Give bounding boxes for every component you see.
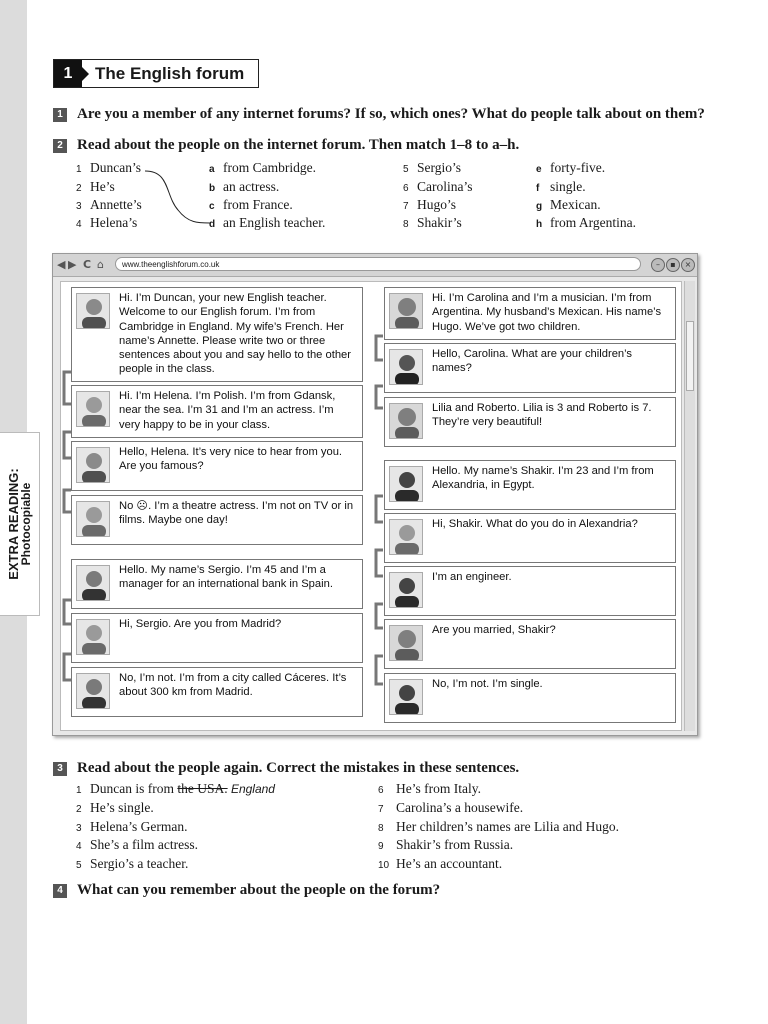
forum-post	[384, 287, 676, 340]
question-2	[53, 137, 519, 154]
question-number: 1	[53, 108, 67, 122]
post-text: No, I’m not. I’m from a city called Cáceres. It’s about 300 km from Madrid.	[119, 672, 347, 699]
reload-icon[interactable]: C	[83, 258, 92, 271]
question-3	[53, 760, 519, 777]
forum-post	[384, 566, 676, 616]
struck-text: the USA.	[177, 781, 228, 796]
match-right-item: g Mexican.	[536, 197, 601, 212]
question-1	[53, 106, 705, 123]
forum-post	[71, 667, 363, 717]
match-left-item: 1 Duncan’s	[76, 160, 141, 175]
post-text: No, I’m not. I’m single.	[432, 678, 543, 690]
avatar	[389, 349, 423, 385]
match-right-item: c from France.	[209, 197, 293, 212]
avatar	[389, 625, 423, 661]
print-icon[interactable]: ▪	[666, 258, 680, 272]
avatar	[389, 679, 423, 715]
forum-post	[71, 441, 363, 491]
match-left-item: 2 He’s	[76, 179, 115, 194]
section-title	[53, 59, 259, 88]
match-right-item: b an actress.	[209, 179, 280, 194]
question-text: Read about the people again. Correct the mistakes in these sentences.	[77, 760, 520, 776]
question-number: 2	[53, 139, 67, 153]
avatar	[389, 403, 423, 439]
post-text: Hi, Sergio. Are you from Madrid?	[119, 618, 282, 630]
post-text: No ☹. I’m a theatre actress. I’m not on TV or in films. Maybe one day!	[119, 500, 354, 527]
forward-icon[interactable]: ▶	[68, 258, 77, 271]
post-text: Hi. I’m Carolina and I’m a musician. I’m from Argentina. My husband’s Mexican. His name’s Hugo. We’ve got two children.	[432, 292, 662, 333]
url-bar[interactable]: www.theenglishforum.co.uk	[115, 257, 641, 271]
question-number: 3	[53, 762, 67, 776]
correction-item: 7 Carolina’s a housewife.	[378, 800, 524, 815]
match-right-item: f single.	[536, 179, 586, 194]
example-answer: England	[227, 782, 275, 796]
post-text: Hello, Helena. It’s very nice to hear from you. Are you famous?	[119, 446, 343, 473]
post-text: Hi. I’m Helena. I’m Polish. I’m from Gdansk, near the sea. I’m 31 and I’m an actress. I’m very happy to be in your class.	[119, 390, 336, 431]
avatar	[389, 572, 423, 608]
avatar	[389, 293, 423, 329]
correction-item: 5 Sergio’s a teacher.	[76, 856, 189, 871]
avatar	[76, 501, 110, 537]
question-text: Read about the people on the internet forum. Then match 1–8 to a–h.	[77, 137, 520, 153]
side-tab-line2: Photocopiable	[19, 482, 33, 566]
avatar	[76, 673, 110, 709]
post-text: I’m an engineer.	[432, 571, 512, 583]
post-text: Hi. I’m Duncan, your new English teacher. Welcome to our English forum. I’m from Cambridge in England. My wife’s French. Her name’s Annette. Please write two or three sentences about you and say hello to the other people in the class.	[119, 292, 351, 376]
forum-post	[71, 495, 363, 545]
correction-item: 9 Shakir’s from Russia.	[378, 837, 514, 852]
forum-post	[384, 513, 676, 563]
forum-post	[384, 343, 676, 393]
question-number: 4	[53, 884, 67, 898]
forum-post	[71, 385, 363, 438]
match-right-item: e forty-five.	[536, 160, 606, 175]
post-text: Lilia and Roberto. Lilia is 3 and Roberto is 7. They’re very beautiful!	[432, 402, 652, 429]
section-number: 1	[54, 60, 82, 87]
forum-post	[71, 613, 363, 663]
avatar	[76, 391, 110, 427]
match-left-item: 5 Sergio’s	[403, 160, 462, 175]
match-left-item: 7 Hugo’s	[403, 197, 457, 212]
back-icon[interactable]: ◀	[57, 258, 66, 271]
search-icon[interactable]: –	[651, 258, 665, 272]
side-tab-line1: EXTRA READING:	[6, 468, 21, 580]
scrollbar-thumb[interactable]	[686, 321, 694, 391]
post-text: Hi, Shakir. What do you do in Alexandria?	[432, 518, 638, 530]
avatar	[389, 519, 423, 555]
page-title: The English forum	[95, 63, 245, 83]
correction-item: 1 Duncan is from the USA. England	[76, 781, 275, 796]
avatar	[76, 447, 110, 483]
post-text: Hello. My name’s Sergio. I’m 45 and I’m a manager for an international bank in Spain.	[119, 564, 333, 591]
match-right-item: a from Cambridge.	[209, 160, 316, 175]
correction-item: 8 Her children’s names are Lilia and Hugo.	[378, 819, 620, 834]
avatar	[76, 619, 110, 655]
forum-post	[384, 397, 676, 447]
correction-item: 10 He’s an accountant.	[378, 856, 503, 871]
forum-post	[384, 673, 676, 723]
browser-toolbar	[53, 254, 697, 277]
question-text: What can you remember about the people on the forum?	[77, 882, 441, 898]
side-tab-label	[7, 468, 33, 579]
scrollbar[interactable]	[684, 281, 695, 731]
forum-post	[71, 559, 363, 609]
match-right-item: d an English teacher.	[209, 215, 326, 230]
avatar	[389, 466, 423, 502]
correction-item: 3 Helena’s German.	[76, 819, 188, 834]
match-left-item: 3 Annette’s	[76, 197, 142, 212]
correction-item: 2 He’s single.	[76, 800, 154, 815]
match-left-item: 6 Carolina’s	[403, 179, 473, 194]
forum-post	[384, 619, 676, 669]
correction-item: 4 She’s a film actress.	[76, 837, 198, 852]
match-right-item: h from Argentina.	[536, 215, 636, 230]
forum-post	[71, 287, 363, 382]
correction-item: 6 He’s from Italy.	[378, 781, 481, 796]
post-text: Are you married, Shakir?	[432, 624, 556, 636]
post-text: Hello, Carolina. What are your children’s names?	[432, 348, 633, 375]
example-match-line	[140, 165, 215, 230]
close-icon[interactable]: ×	[681, 258, 695, 272]
question-4	[53, 882, 440, 899]
avatar	[76, 565, 110, 601]
question-text: Are you a member of any internet forums? If so, which ones? What do people talk about on them?	[77, 106, 705, 122]
match-left-item: 8 Shakir’s	[403, 215, 462, 230]
home-icon[interactable]: ⌂	[97, 258, 104, 271]
avatar	[76, 293, 110, 329]
match-left-item: 4 Helena’s	[76, 215, 138, 230]
forum-post	[384, 460, 676, 510]
post-text: Hello. My name’s Shakir. I’m 23 and I’m from Alexandria, in Egypt.	[432, 465, 654, 492]
